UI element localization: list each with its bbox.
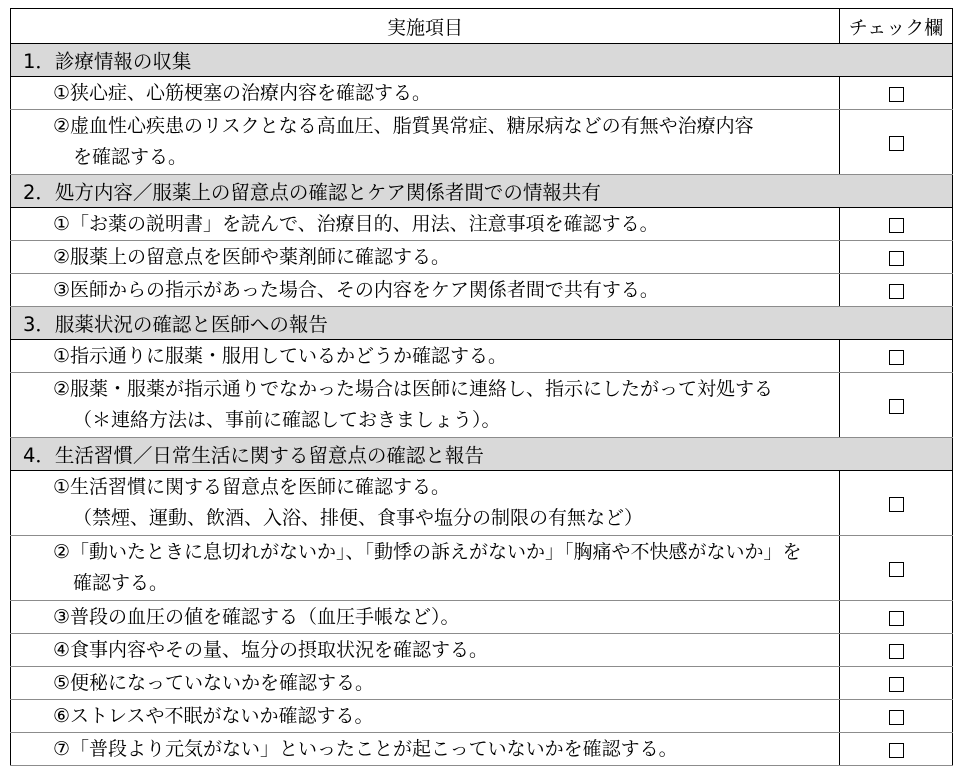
checklist-item-text	[11, 536, 840, 601]
item-line: ②虚血性心疾患のリスクとなる高血圧、脂質異常症、糖尿病などの有無や治療内容	[53, 115, 754, 137]
check-column-header: チェック欄	[840, 9, 953, 44]
item-line: ③医師からの指示があった場合、その内容をケア関係者間で共有する。	[53, 278, 659, 301]
item-line: ②服薬・服薬が指示通りでなかった場合は医師に連絡し、指示にしたがって対処する	[53, 378, 774, 400]
checklist-item-row	[11, 274, 953, 307]
checkbox[interactable]	[889, 743, 904, 758]
check-cell	[840, 274, 953, 307]
checkbox[interactable]	[889, 218, 904, 233]
checkbox[interactable]	[889, 562, 904, 577]
item-line: ⑤便秘になっていないかを確認する。	[53, 671, 375, 694]
item-line: ④食事内容やその量、塩分の摂取状況を確認する。	[53, 638, 489, 661]
checklist-item-row	[11, 700, 953, 733]
section-header-row	[11, 307, 953, 340]
checklist-item-row	[11, 77, 953, 110]
item-line: ②服薬上の留意点を医師や薬剤師に確認する。	[53, 245, 451, 268]
checklist-item-text	[11, 274, 840, 307]
checklist-item-text	[11, 241, 840, 274]
checkbox[interactable]	[889, 87, 904, 102]
checklist-item-row	[11, 471, 953, 536]
checklist-item-text	[11, 208, 840, 241]
checklist-item-row	[11, 536, 953, 601]
item-line: ①生活習慣に関する留意点を医師に確認する。	[53, 476, 451, 498]
item-line: ①「お薬の説明書」を読んで、治療目的、用法、注意事項を確認する。	[53, 212, 659, 235]
item-continuation-line: （＊連絡方法は、事前に確認しておきましょう）。	[73, 409, 501, 431]
checkbox[interactable]	[889, 677, 904, 692]
checkbox[interactable]	[889, 710, 904, 725]
checklist-body	[11, 44, 953, 766]
check-cell	[840, 634, 953, 667]
section-title: 3．服薬状況の確認と医師への報告	[11, 307, 953, 340]
check-cell	[840, 471, 953, 536]
checklist-item-text	[11, 700, 840, 733]
check-cell	[840, 601, 953, 634]
item-column-header: 実施項目	[11, 9, 840, 44]
checkbox[interactable]	[889, 136, 904, 151]
check-cell	[840, 733, 953, 766]
checklist-item-text	[11, 110, 840, 175]
checklist-item-row	[11, 373, 953, 438]
checkbox[interactable]	[889, 644, 904, 659]
section-title: 2．処方内容／服薬上の留意点の確認とケア関係者間での情報共有	[11, 175, 953, 208]
checklist-item-text	[11, 373, 840, 438]
section-header-row	[11, 438, 953, 471]
item-line: ①指示通りに服薬・服用しているかどうか確認する。	[53, 344, 508, 367]
checklist-item-text	[11, 340, 840, 373]
checklist-item-row	[11, 208, 953, 241]
check-cell	[840, 700, 953, 733]
section-title: 4．生活習慣／日常生活に関する留意点の確認と報告	[11, 438, 953, 471]
item-continuation-line: を確認する。	[73, 146, 188, 168]
check-cell	[840, 373, 953, 438]
checkbox[interactable]	[889, 284, 904, 299]
checklist-item-row	[11, 667, 953, 700]
checklist-item-text	[11, 471, 840, 536]
checklist-item-text	[11, 77, 840, 110]
checkbox[interactable]	[889, 497, 904, 512]
checklist-item-row	[11, 733, 953, 766]
checkbox[interactable]	[889, 399, 904, 414]
checklist-item-text	[11, 667, 840, 700]
section-header-row	[11, 175, 953, 208]
check-cell	[840, 667, 953, 700]
item-line: ③普段の血圧の値を確認する（血圧手帳など）。	[53, 605, 460, 628]
item-line: ⑦「普段より元気がない」といったことが起こっていないかを確認する。	[53, 737, 678, 760]
checklist-item-row	[11, 241, 953, 274]
checklist-item-row	[11, 340, 953, 373]
item-continuation-line: 確認する。	[73, 572, 169, 594]
checklist-item-row	[11, 601, 953, 634]
checklist-item-row	[11, 634, 953, 667]
check-cell	[840, 241, 953, 274]
checkbox[interactable]	[889, 350, 904, 365]
checklist-item-row	[11, 110, 953, 175]
check-cell	[840, 536, 953, 601]
item-line: ②「動いたときに息切れがないか」、「動悸の訴えがないか」「胸痛や不快感がないか」を	[53, 541, 802, 563]
checklist-table	[10, 8, 953, 766]
check-cell	[840, 77, 953, 110]
check-cell	[840, 110, 953, 175]
item-continuation-line: （禁煙、運動、飲酒、入浴、排便、食事や塩分の制限の有無など）	[73, 507, 644, 529]
section-title: 1．診療情報の収集	[11, 44, 953, 77]
checklist-item-text	[11, 634, 840, 667]
check-cell	[840, 208, 953, 241]
checkbox[interactable]	[889, 251, 904, 266]
item-line: ①狭心症、心筋梗塞の治療内容を確認する。	[53, 81, 432, 104]
header-row	[11, 9, 953, 44]
item-line: ⑥ストレスや不眠がないか確認する。	[53, 704, 374, 727]
section-header-row	[11, 44, 953, 77]
check-cell	[840, 340, 953, 373]
checklist-item-text	[11, 733, 840, 766]
checkbox[interactable]	[889, 611, 904, 626]
checklist-item-text	[11, 601, 840, 634]
